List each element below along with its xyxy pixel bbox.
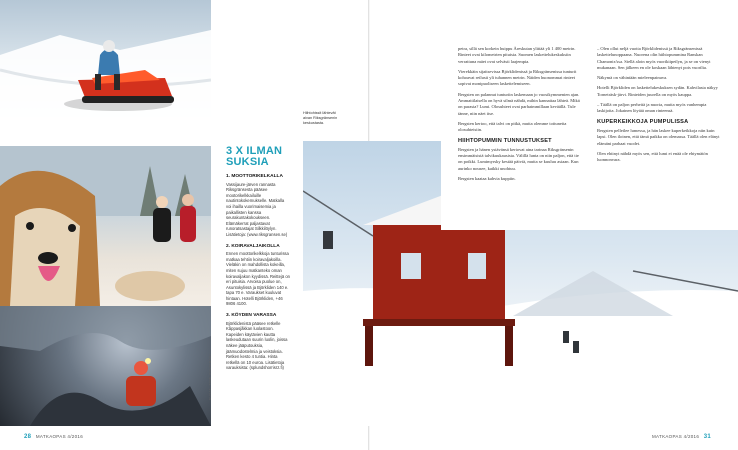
article-paragraph: – Täällä on paljon perheitä ja nuoria, mutta myös vanhempia laskijoita. Jokainen löytää oman rinteensä. (597, 102, 707, 114)
husky-illustration (0, 146, 211, 306)
article-paragraph: Hotelli Björkliden on laskettelukeskuksen sydän. Kahvilasta näkyy Torneträsk-järvi. Rinteiden juurella on myös kauppa. (597, 85, 718, 97)
husky-photo (0, 146, 211, 306)
photo-caption: Hiihtohissit lähtevät aivan Riksgränsenin keskustasta. (303, 111, 338, 125)
sidebar-item-body: Ennen moottorikelkkoja tunturissa matkaa tehtiin koiravaljakoilla. Vieläkin on mahdollista kokeilla, miten sujuu matkanteko oman koiravaljakon kyydissä. Reittejä on eri pituisia. Arvoisa puolue on, Asuntokylissä ja Björkliden 140 e. tapa 70 e. Varaukset kuuluvat hintaan. Hotelli Björkliden, +46 9806 4100. (226, 251, 291, 307)
article-column-right (597, 46, 721, 167)
ice-cave-photo (0, 306, 211, 426)
article-paragraph: Bergsten pelleilee lumessa, ja hän laskee kuperkeikkoja niin kuin lapsi. Olen iloinen, että tämä paikka on olemassa. Täällä olen elänyt elämäni parhaat vuodet. (597, 127, 720, 146)
magazine-name: MATKAOPAS 4/2016 (652, 434, 700, 439)
snowmobile-illustration (0, 0, 211, 146)
sidebar-item (226, 174, 290, 238)
article-paragraph: Bergsten on palannut tunturiin laskemaan jo vuosikymmenien ajan. Ammattilaisella on hyvä silmä nähdä, mihin kannattaa lähteä. Mikä on parasta? Lumi. Olosuhteet ovat parhaimmillaan keväällä. Tule tänne, niin näet itse. (458, 91, 580, 116)
article-paragraph: – Olen ollut neljä vuotta Björklidenissä ja Riksgränsenissä laskettelunoppaana. Nuorena olin hiihtopummina Ranskan Chamonix'ssa. Siellä aloin myös vuorikiipeilyn, ja se on vienyt mukanaan. Sen jälkeen en ole koskaan lähtenyt pois vuorilta. (597, 46, 711, 70)
sidebar-item (226, 244, 290, 308)
article-paragraph: Bergsten kertoo, että talvi on pitkä, mutta olemme tottuneita olosuhteisiin. (458, 120, 567, 133)
folio-right (652, 434, 711, 440)
sidebar-item (226, 313, 290, 371)
article-paragraph: petra, sillä sen korkein huippu Åreskutan ylittää yli 1 400 metrin. Rinteet ovat kilometrien pituisia. Suomen laskettelukeskuksiin verrattuna mäet ovat selvästi laajempia. (458, 46, 576, 64)
page-number: 28 (24, 434, 32, 440)
sidebar (226, 146, 290, 371)
sidebar-item-title: 3. KÖYDEN VARASSA (226, 313, 277, 319)
sidebar-item-body: Björklidenistä pääsee retkelle Kåppasjåkkan luolastoon. Kapeiden käytävien kautta laskeudutaan suurin luolin, joissa näkee jääputouksia, jäämuodostelmia ja veistoksia. Retken kesto 4 tuntia. Hinta retkellä on 10 euroa. Lisätietoja varauksista: (splundshorrisrz.fi) (226, 320, 288, 371)
article-column-left (458, 46, 582, 186)
article-paragraph: Näkymä on vähintään mieleenpainuva. (597, 75, 668, 81)
sidebar-item-body: Vassijaure-järven rannasta Riksgränsesta pääsee mootorikelkkailuille nautintokokemukselle. Matkalla voi ihailla vuorimaisemia ja paikallisten kanssa seurakuntakokoukseen. Elämäkerrat paljastavat runoratsastajat Silkkilöylyn. Lisätietoja: (www.riksgransen.se) (226, 181, 288, 237)
article-paragraph: Vierekkäin sijaitsevissa Björklidenissä ja Riksgränsenissa tunturit kohoavat reilusti yli tuhannen metrin. Näiden huonommat rinteet sopivat monipuoliseen laskettelemiseen. (458, 68, 577, 87)
magazine-name: MATKAOPAS 4/2016 (35, 434, 83, 439)
sidebar-item-title: 1. MOOTTORIKELKALLA (226, 174, 283, 179)
article-subheading: HIIHTOPUMMIN TUNNUSTUKSET (458, 137, 552, 144)
sidebar-heading: 3 X ILMAN SUKSIA (226, 145, 283, 168)
folio-left (24, 434, 83, 440)
ice-cave-illustration (0, 306, 211, 426)
page-number: 31 (703, 434, 711, 440)
article-paragraph: Bergsten ja hänen ystävänsä kertovat aina tarinaa Riksgränsenin ensimmäisistä talvikuukausista. Välillä lunta on niin paljon, että tie on poikki. Lumimyrsky kestää päiviä, mutta se kuuluu asiaan. Kun aurinko nousee, kaikki unohtuu. (458, 146, 579, 171)
article-paragraph: Olen ehtinyt nähdä myös sen, että lumi ei enää ole ehtymätön luonnonvara. (597, 150, 708, 163)
article-subheading: KUPERKEIKKOJA PUMPULISSA (597, 118, 689, 125)
photo-credit: KUVAT: TOMI KUUSIMÄKI (208, 353, 212, 400)
article-paragraph: Bergsten kaataa kahvia kuppiin. (458, 176, 516, 182)
sidebar-item-title: 2. KOIRAVALJAIKOLLA (226, 243, 280, 249)
snowmobile-photo (0, 0, 211, 146)
